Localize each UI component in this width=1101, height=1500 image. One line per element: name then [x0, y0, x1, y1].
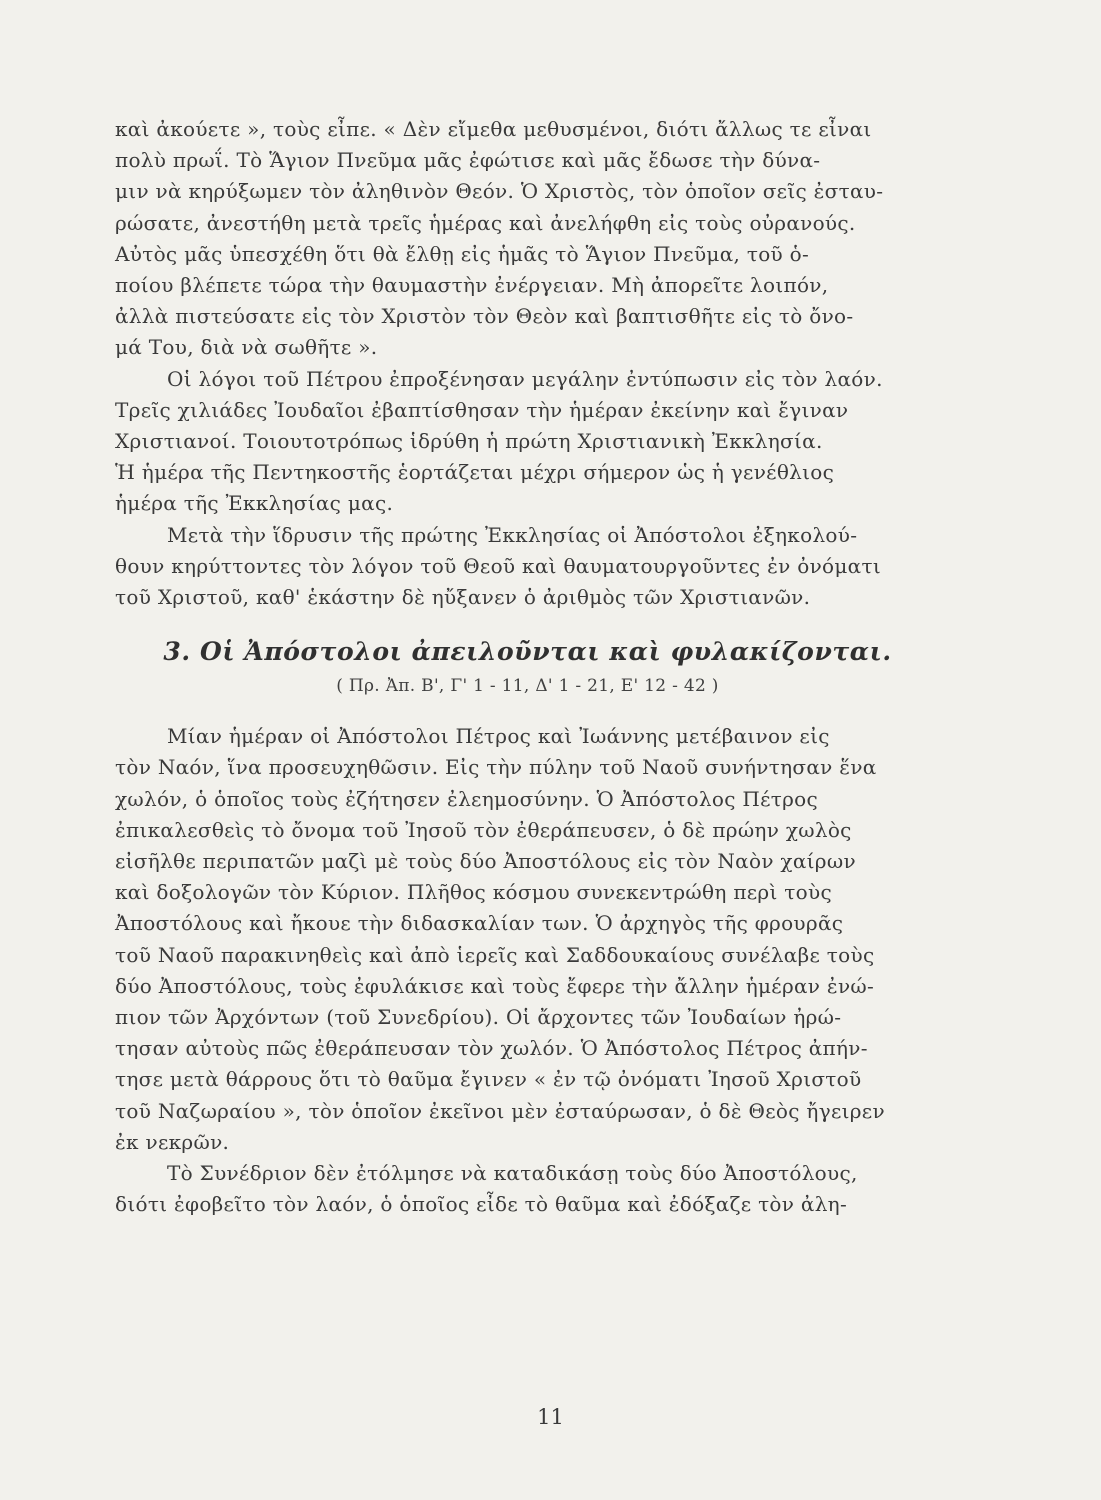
page-body — [115, 114, 940, 1221]
paragraph-sanhedrin: Τὸ Συνέδριον δὲν ἐτόλμησε νὰ καταδικάσῃ τοὺς δύο Ἀποστόλους, διότι ἐφοβεῖτο τὸν λαόν, ὁ ὁποῖος εἶδε τὸ θαῦμα καὶ ἐδόξαζε τὸν ἀλη- — [115, 1161, 858, 1217]
paragraph-healing-lame-man: Μίαν ἡμέραν οἱ Ἀπόστολοι Πέτρος καὶ Ἰωάννης μετέβαινον εἰς τὸν Ναόν, ἵνα προσευχηθῶσιν. Εἰς τὴν πύλην τοῦ Ναοῦ συνήντησαν ἕνα χωλόν, ὁ ὁποῖος τοὺς ἐζήτησεν ἐλεημοσύνην. Ὁ Ἀπόστολος Πέτρος ἐπικαλεσθεὶς τὸ ὄνομα τοῦ Ἰησοῦ τὸν ἐθεράπευσεν, ὁ δὲ πρώην χωλὸς εἰσῆλθε περιπατῶν μαζὶ μὲ τοὺς δύο Ἀποστόλους εἰς τὸν Ναὸν χαίρων καὶ δοξολογῶν τὸν Κύριον. Πλῆθος κόσμου συνεκεντρώθη περὶ τοὺς Ἀποστόλους καὶ ἤκουε τὴν διδασκαλίαν των. Ὁ ἀρχηγὸς τῆς φρουρᾶς τοῦ Ναοῦ παρακινηθεὶς καὶ ἀπὸ ἱερεῖς καὶ Σαδδουκαίους συνέλαβε τοὺς δύο Ἀποστόλους, τοὺς ἐφυλάκισε καὶ τοὺς ἔφερε τὴν ἄλλην ἡμέραν ἐνώ- πιον τῶν Ἀρχόντων (τοῦ Συνεδρίου). Οἱ ἄρχοντες τῶν Ἰουδαίων ἠρώ- τησαν αὐτοὺς πῶς ἐθεράπευσαν τὸν χωλόν. Ὁ Ἀπόστολος Πέτρος ἀπήν- τησε μετὰ θάρρους ὅτι τὸ θαῦμα ἔγινεν « ἐν τῷ ὀνόματι Ἰησοῦ Χριστοῦ τοῦ Ναζωραίου », τὸν ὁποῖον ἐκεῖνοι μὲν ἐσταύρωσαν, ὁ δὲ Θεὸς ἤγειρεν ἐκ νεκρῶν. — [115, 724, 885, 1154]
section-heading: 3. Οἱ Ἀπόστολοι ἀπειλοῦνται καὶ φυλακίζονται. — [163, 637, 892, 667]
paragraph-words-of-peter: Οἱ λόγοι τοῦ Πέτρου ἐπροξένησαν μεγάλην ἐντύπωσιν εἰς τὸν λαόν. Τρεῖς χιλιάδες Ἰουδαῖοι ἐβαπτίσθησαν τὴν ἡμέραν ἐκείνην καὶ ἔγιναν Χριστιανοί. Τοιουτοτρόπως ἱδρύθη ἡ πρώτη Χριστιανικὴ Ἐκκλησία. Ἡ ἡμέρα τῆς Πεντηκοστῆς ἑορτάζεται μέχρι σήμερον ὡς ἡ γενέθλιος ἡμέρα τῆς Ἐκκλησίας μας. — [115, 366, 883, 516]
page-number: 11 — [537, 1405, 564, 1429]
section-reference: ( Πρ. Ἀπ. Β', Γ' 1 - 11, Δ' 1 - 21, Ε' 12 - 42 ) — [336, 676, 719, 697]
paragraph-after-founding: Μετὰ τὴν ἵδρυσιν τῆς πρώτης Ἐκκλησίας οἱ Ἀπόστολοι ἐξηκολού- θουν κηρύττοντες τὸν λόγον τοῦ Θεοῦ καὶ θαυματουργοῦντες ἐν ὀνόματι τοῦ Χριστοῦ, καθ' ἑκάστην δὲ ηὔξανεν ὁ ἀριθμὸς τῶν Χριστιανῶν. — [115, 522, 881, 610]
paragraph-peter-speech-end: καὶ ἀκούετε », τοὺς εἶπε. « Δὲν εἴμεθα μεθυσμένοι, διότι ἄλλως τε εἶναι πολὺ πρωΐ. Τὸ Ἅγιον Πνεῦμα μᾶς ἐφώτισε καὶ μᾶς ἔδωσε τὴν δύνα- μιν νὰ κηρύξωμεν τὸν ἀληθινὸν Θεόν. Ὁ Χριστὸς, τὸν ὁποῖον σεῖς ἐσταυ- ρώσατε, ἀνεστήθη μετὰ τρεῖς ἡμέρας καὶ ἀνελήφθη εἰς τοὺς οὐρανούς. Αὐτὸς μᾶς ὑπεσχέθη ὅτι θὰ ἔλθῃ εἰς ἡμᾶς τὸ Ἅγιον Πνεῦμα, τοῦ ὁ- ποίου βλέπετε τώρα τὴν θαυμαστὴν ἐνέργειαν. Μὴ ἀπορεῖτε λοιπόν, ἀλλὰ πιστεύσατε εἰς τὸν Χριστὸν τὸν Θεὸν καὶ βαπτισθῆτε εἰς τὸ ὄνο- μά Του, διὰ νὰ σωθῆτε ». — [115, 117, 884, 360]
